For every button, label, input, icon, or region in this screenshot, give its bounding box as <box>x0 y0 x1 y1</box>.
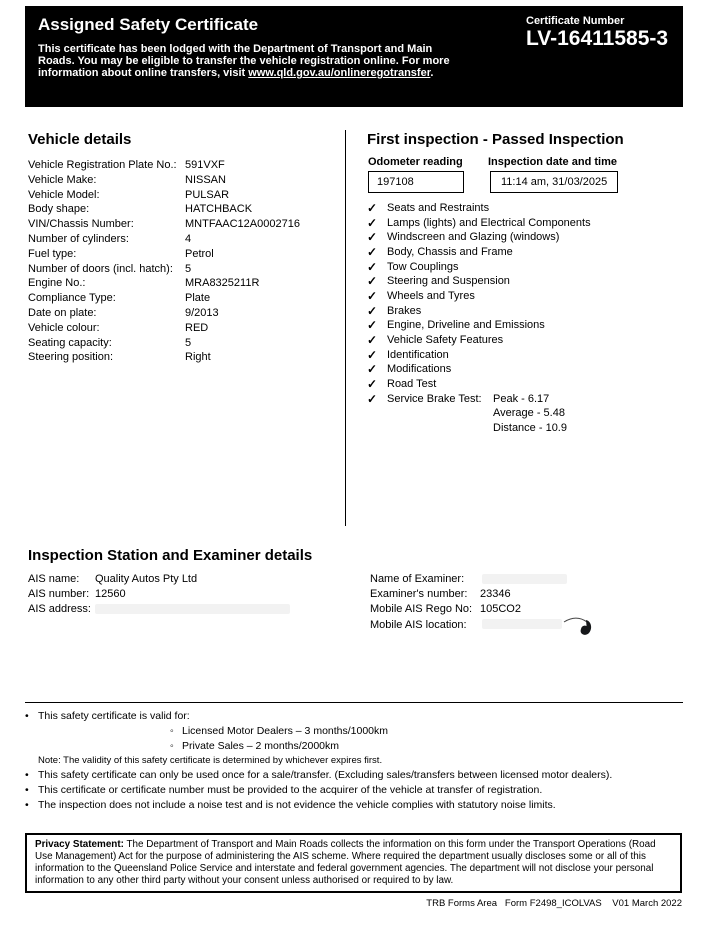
check-icon: ✓ <box>367 318 378 333</box>
detail-row: Body shape: HATCHBACK <box>28 203 253 216</box>
detail-value: NISSAN <box>185 173 226 186</box>
detail-value: 591VXF <box>185 159 225 171</box>
checklist-item: ✓ Body, Chassis and Frame <box>367 244 513 259</box>
list-item: • This safety certificate can only be used once for a sale/transfer. (Excluding sales/transfers between licensed motor dealers). <box>25 769 613 781</box>
inspection-heading: First inspection - Passed Inspection <box>367 131 624 148</box>
header-description <box>38 43 458 79</box>
detail-value: 9/2013 <box>185 306 219 319</box>
checklist-item: ✓ Lamps (lights) and Electrical Components <box>367 215 591 230</box>
privacy-statement-label: Privacy Statement: <box>35 839 124 850</box>
redacted-area <box>95 604 290 614</box>
brake-test-label: Service Brake Test: <box>387 392 482 405</box>
list-item-sub: ◦ Licensed Motor Dealers – 3 months/1000km <box>170 725 389 737</box>
certificate-number-label: Certificate Number <box>526 15 625 27</box>
detail-row: Steering position: Right <box>28 351 211 364</box>
header-description-line1: This certificate has been lodged with the Department of Transport and Main <box>38 43 433 55</box>
checklist-item: ✓ Identification <box>367 347 449 362</box>
brake-peak: Peak - 6.17 <box>493 392 550 405</box>
column-divider <box>345 130 346 526</box>
header-description-line2: Roads. You may be eligible to transfer the vehicle registration online. For more <box>38 55 450 67</box>
check-icon: ✓ <box>367 303 378 318</box>
detail-row: Vehicle colour: RED <box>28 321 209 334</box>
list-item: • The inspection does not include a noise test and is not evidence the vehicle complies with statutory noise limits. <box>25 799 556 811</box>
checklist-item: ✓ Steering and Suspension <box>367 274 510 289</box>
bullet-icon: • <box>25 784 29 796</box>
brake-test-values <box>493 392 567 436</box>
station-heading: Inspection Station and Examiner details <box>28 547 313 564</box>
checklist-item: ✓ Tow Couplings <box>367 259 459 274</box>
list-item: • This certificate or certificate number must be provided to the acquirer of the vehicle at transfer of registration. <box>25 784 543 796</box>
check-icon: ✓ <box>367 376 378 391</box>
conditions-list <box>25 709 685 813</box>
bullet-icon: • <box>25 710 29 722</box>
vehicle-details-heading: Vehicle details <box>28 131 132 148</box>
detail-value: MNTFAAC12A0002716 <box>185 218 300 231</box>
check-icon: ✓ <box>367 347 378 362</box>
checklist-item: ✓ Windscreen and Glazing (windows) <box>367 230 560 245</box>
check-icon: ✓ <box>367 259 378 274</box>
detail-row: Mobile AIS location: <box>370 618 467 631</box>
detail-row: VIN/Chassis Number: MNTFAAC12A0002716 <box>28 218 300 231</box>
detail-row: AIS number: 12560 <box>28 588 126 601</box>
detail-value: 5 <box>185 262 192 275</box>
redacted-area <box>482 619 562 629</box>
check-icon: ✓ <box>367 362 378 377</box>
checklist-item: ✓ Vehicle Safety Features <box>367 332 504 347</box>
detail-row: Number of cylinders: 4 <box>28 232 192 245</box>
circle-bullet-icon: ◦ <box>170 740 174 752</box>
page-title: Assigned Safety Certificate <box>38 15 259 34</box>
detail-value: 4 <box>185 232 192 245</box>
detail-value: 105CO2 <box>480 603 521 616</box>
detail-value: RED <box>185 321 209 334</box>
separator-line <box>25 702 683 703</box>
detail-value: 23346 <box>480 588 511 601</box>
checklist-item: ✓ Road Test <box>367 376 437 391</box>
list-item-sub: ◦ Private Sales – 2 months/2000km <box>170 740 339 752</box>
check-icon: ✓ <box>367 391 378 406</box>
vehicle-details-list <box>28 158 300 365</box>
brake-distance: Distance - 10.9 <box>493 421 567 434</box>
detail-row: AIS address: <box>28 603 91 616</box>
detail-row: Date on plate: 9/2013 <box>28 306 219 319</box>
certificate-number-block <box>526 15 668 51</box>
check-icon: ✓ <box>367 230 378 245</box>
privacy-statement-text: The Department of Transport and Main Roads collects the information on this form under the Transport Operations (Road Use Management) Act for the purpose of administering the AIS scheme. Where required the department usually discloses some or all of this information to the Queensland Police Service and interstate and federal government agencies. The department will not disclose your personal information to any other third party without your consent unless authorised or required to by law. <box>35 839 656 886</box>
checklist-item: ✓ Modifications <box>367 362 452 377</box>
circle-bullet-icon: ◦ <box>170 725 174 737</box>
detail-row: Compliance Type: Plate <box>28 292 211 305</box>
detail-value: Petrol <box>185 247 214 260</box>
detail-row: Fuel type: Petrol <box>28 247 214 260</box>
detail-value: Plate <box>185 292 211 305</box>
header-banner <box>25 6 683 107</box>
detail-row: Mobile AIS Rego No: 105CO2 <box>370 603 521 616</box>
detail-value: PULSAR <box>185 188 230 201</box>
check-icon: ✓ <box>367 332 378 347</box>
detail-value: HATCHBACK <box>185 203 253 216</box>
checklist-item: ✓ Wheels and Tyres <box>367 288 475 303</box>
odometer-label: Odometer reading <box>368 156 463 168</box>
detail-value: 12560 <box>95 588 126 601</box>
detail-row: Seating capacity: 5 <box>28 336 192 349</box>
checklist-item-brake-test <box>367 392 591 436</box>
detail-value: Quality Autos Pty Ltd <box>95 573 198 585</box>
check-icon: ✓ <box>367 288 378 303</box>
odometer-field: 197108 <box>368 171 464 193</box>
validity-note: Note: The validity of this safety certificate is determined by whichever expires first. <box>38 755 383 766</box>
header-description-line3: information about online transfers, visit www.qld.gov.au/onlineregotransfer. <box>38 67 434 79</box>
detail-row: AIS name: Quality Autos Pty Ltd <box>28 573 198 585</box>
bullet-icon: • <box>25 799 29 811</box>
check-icon: ✓ <box>367 244 378 259</box>
check-icon: ✓ <box>367 201 378 215</box>
checklist-item: ✓ Brakes <box>367 303 422 318</box>
inspection-datetime-label: Inspection date and time <box>488 156 617 168</box>
pen-mark <box>563 613 603 641</box>
certificate-number-value: LV-16411585-3 <box>526 27 669 50</box>
inspection-checklist <box>367 201 591 436</box>
detail-value: 5 <box>185 336 192 349</box>
detail-row: Number of doors (incl. hatch): 5 <box>28 262 192 275</box>
list-item: • This safety certificate is valid for: <box>25 710 190 722</box>
check-icon: ✓ <box>367 274 378 289</box>
detail-row: Vehicle Model: PULSAR <box>28 188 230 201</box>
privacy-statement-box <box>25 833 682 893</box>
detail-value: Right <box>185 351 211 364</box>
detail-value: MRA8325211R <box>185 277 260 290</box>
detail-row: Examiner's number: 23346 <box>370 588 511 601</box>
checklist-item: ✓ Seats and Restraints <box>367 201 490 215</box>
detail-row: Vehicle Make: NISSAN <box>28 173 226 186</box>
check-icon: ✓ <box>367 215 378 230</box>
redacted-area <box>482 574 567 584</box>
brake-average: Average - 5.48 <box>493 407 565 420</box>
detail-row: Engine No.: MRA8325211R <box>28 277 260 290</box>
checklist-item: ✓ Engine, Driveline and Emissions <box>367 318 545 333</box>
detail-row: Vehicle Registration Plate No.: 591VXF <box>28 159 225 171</box>
rego-transfer-link[interactable]: www.qld.gov.au/onlineregotransfer <box>248 67 431 79</box>
form-footer: TRB Forms Area Form F2498_ICOLVAS V01 March 2022 <box>426 898 682 909</box>
inspection-datetime-field: 11:14 am, 31/03/2025 <box>490 171 618 193</box>
bullet-icon: • <box>25 769 29 781</box>
detail-row: Name of Examiner: <box>370 573 465 585</box>
